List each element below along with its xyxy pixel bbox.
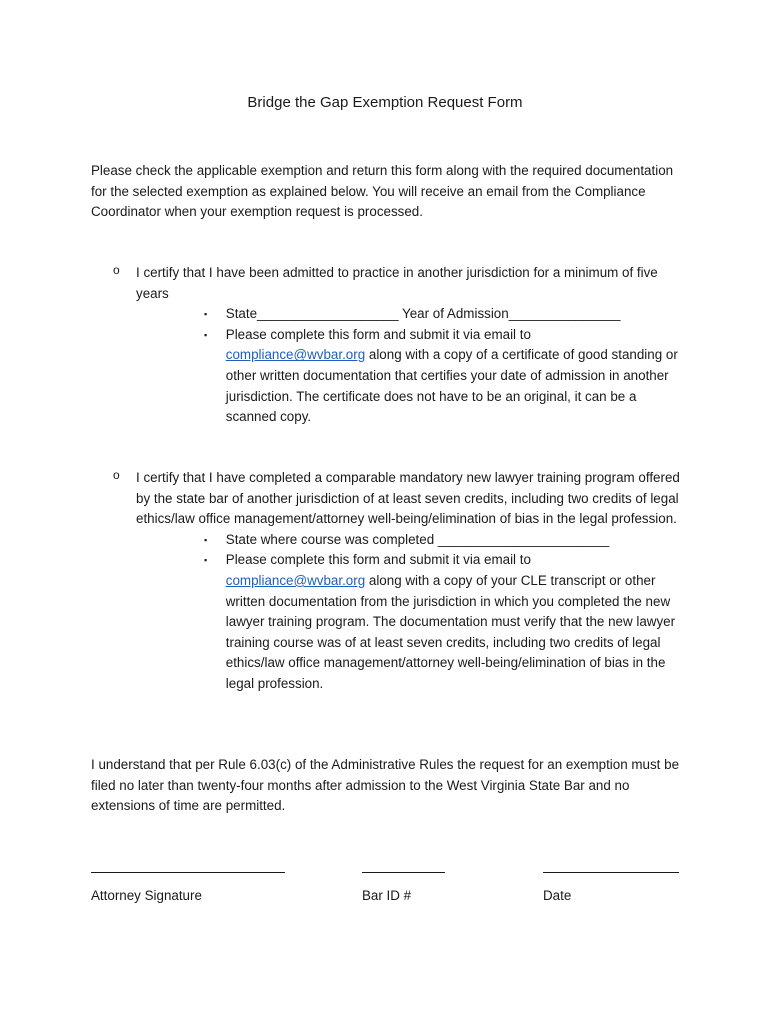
bar-id-line[interactable] [362,872,445,873]
state-year-field[interactable]: State___________________ Year of Admission_______________ [225,306,621,322]
option-1-instructions [226,325,681,428]
option-2-checkbox[interactable]: o [113,468,120,482]
bullet-icon: ▪ [204,555,208,566]
option-2-text: I certify that I have completed a comparable mandatory new lawyer training program offered by the state bar of another jurisdiction of at least seven credits, including two credits of legal ethics/law office management/attorney well-being/elimination of bias in the legal profession. [136,470,680,527]
list-item [204,530,681,551]
intro-paragraph: Please check the applicable exemption and return this form along with the required documentation for the selected exemption as explained below. You will receive an email from the Compliance Coordinator when your exemption request is processed. [91,163,674,220]
instruction-text: Please complete this form and submit it via email to [225,552,531,568]
option-2-instructions [226,550,681,694]
attorney-signature-label: Attorney Signature [91,888,202,903]
attorney-signature-line[interactable] [91,872,285,873]
email-link[interactable]: compliance@wvbar.org [225,572,366,588]
page-title: Bridge the Gap Exemption Request Form [247,94,523,111]
exemption-option-training [91,468,701,695]
bullet-icon: ▪ [204,309,208,320]
course-state-field[interactable]: State where course was completed _______________________ [225,531,610,547]
option-1-checkbox[interactable]: o [113,263,120,277]
exemption-option-practice [91,263,701,428]
date-line[interactable] [543,872,679,873]
list-item [204,304,681,325]
bar-id-label: Bar ID # [362,888,412,903]
list-item [204,325,681,428]
date-label: Date [543,888,572,903]
instruction-text: along with a copy of your CLE transcript or other written documentation from the jurisdiction in which you completed the new lawyer training program. The documentation must verify that the new lawyer training course was of at least seven credits, including two credits of legal ethics/law office management/attorney well-being/elimination of bias in the legal profession. [225,572,676,691]
instruction-text: along with a copy of a certificate of good standing or other written documentation that certifies your date of admission in another jurisdiction. The certificate does not have to be an original, it can be a scanned copy. [225,347,678,425]
rule-paragraph: I understand that per Rule 6.03(c) of the Administrative Rules the request for an exemption must be filed no later than twenty-four months after admission to the West Virginia State Bar and no extensions of time are permitted. [91,757,680,814]
instruction-text: Please complete this form and submit it via email to [225,326,531,342]
bullet-icon: ▪ [204,329,208,340]
option-1-text: I certify that I have been admitted to practice in another jurisdiction for a minimum of five years [136,265,658,301]
bullet-icon: ▪ [204,534,208,545]
list-item [204,550,681,694]
email-link[interactable]: compliance@wvbar.org [225,347,366,363]
